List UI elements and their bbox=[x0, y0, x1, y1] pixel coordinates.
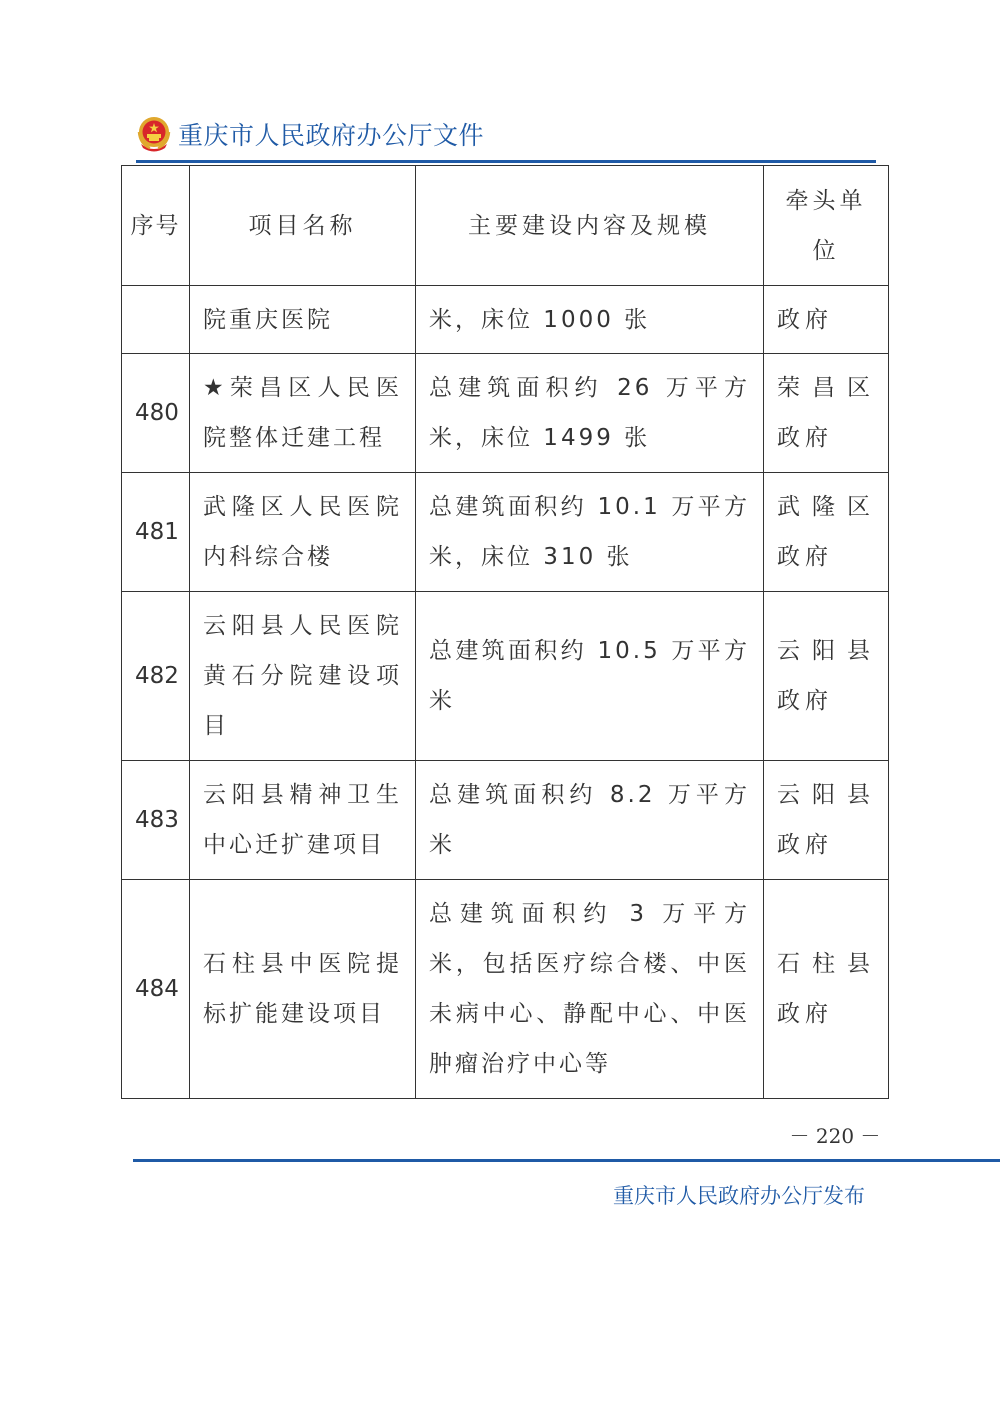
lead-unit: 政府 bbox=[764, 286, 889, 354]
lead-unit: 武隆区政府 bbox=[764, 473, 889, 592]
table-row bbox=[122, 880, 889, 1099]
lead-unit: 云阳县政府 bbox=[764, 761, 889, 880]
row-number: 482 bbox=[122, 592, 190, 761]
project-scale: 总建筑面积约 10.1 万平方米，床位 310 张 bbox=[416, 473, 764, 592]
row-number: 481 bbox=[122, 473, 190, 592]
project-scale: 总建筑面积约 8.2 万平方米 bbox=[416, 761, 764, 880]
project-name: ★荣昌区人民医院整体迁建工程 bbox=[190, 354, 416, 473]
lead-unit: 石柱县政府 bbox=[764, 880, 889, 1099]
project-name: 院重庆医院 bbox=[190, 286, 416, 354]
col-header-scale: 主要建设内容及规模 bbox=[416, 166, 764, 286]
footer-divider bbox=[133, 1159, 1000, 1162]
project-name: 云阳县人民医院黄石分院建设项目 bbox=[190, 592, 416, 761]
col-header-unit: 牵头单位 bbox=[764, 166, 889, 286]
project-name: 武隆区人民医院内科综合楼 bbox=[190, 473, 416, 592]
project-scale: 总建筑面积约 3 万平方米，包括医疗综合楼、中医未病中心、静配中心、中医肿瘤治疗中心等 bbox=[416, 880, 764, 1099]
lead-unit: 荣昌区政府 bbox=[764, 354, 889, 473]
project-table bbox=[121, 165, 889, 1099]
table-row bbox=[122, 761, 889, 880]
table-header-row bbox=[122, 166, 889, 286]
page-number: － 220 － bbox=[789, 1124, 881, 1148]
row-number: 484 bbox=[122, 880, 190, 1099]
footer-publisher: 重庆市人民政府办公厅发布 bbox=[613, 1184, 865, 1208]
row-number: 483 bbox=[122, 761, 190, 880]
table-row bbox=[122, 473, 889, 592]
project-scale: 总建筑面积约 10.5 万平方米 bbox=[416, 592, 764, 761]
lead-unit: 云阳县政府 bbox=[764, 592, 889, 761]
table-row bbox=[122, 354, 889, 473]
col-header-no: 序号 bbox=[122, 166, 190, 286]
header-divider bbox=[136, 160, 876, 163]
project-name: 石柱县中医院提标扩能建设项目 bbox=[190, 880, 416, 1099]
project-name: 云阳县精神卫生中心迁扩建项目 bbox=[190, 761, 416, 880]
document-header bbox=[136, 112, 484, 156]
col-header-name: 项目名称 bbox=[190, 166, 416, 286]
project-scale: 米，床位 1000 张 bbox=[416, 286, 764, 354]
header-title: 重庆市人民政府办公厅文件 bbox=[178, 121, 485, 150]
row-number: 480 bbox=[122, 354, 190, 473]
table-row bbox=[122, 286, 889, 354]
project-scale: 总建筑面积约 26 万平方米，床位 1499 张 bbox=[416, 354, 764, 473]
row-number bbox=[122, 286, 190, 354]
table-row bbox=[122, 592, 889, 761]
national-emblem-icon bbox=[136, 114, 172, 154]
